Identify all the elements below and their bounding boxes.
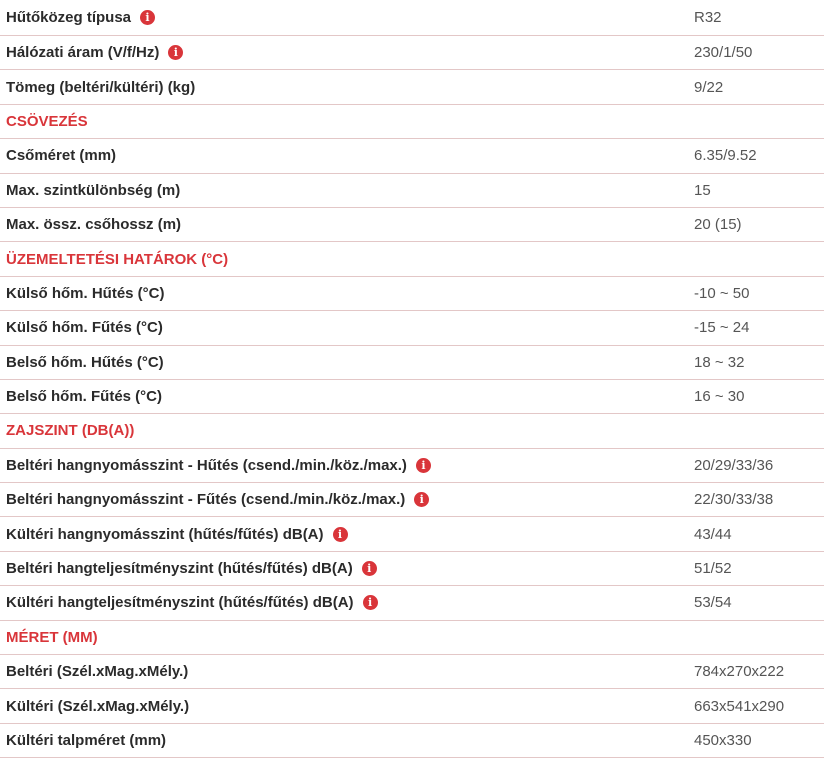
spec-row [0,586,824,620]
spec-value: 20 (15) [694,216,742,234]
spec-label [6,208,181,241]
spec-label [6,380,162,413]
spec-label [6,552,377,585]
spec-label-text: Beltéri hangteljesítményszint (hűtés/fűtés) dB(A) [6,560,353,578]
spec-label-text: Kültéri hangnyomásszint (hűtés/fűtés) dB(A) [6,525,324,543]
spec-row [0,70,824,104]
spec-value: 450x330 [694,732,752,749]
spec-value: 9/22 [694,78,724,96]
section-title-text: CSÖVEZÉS [6,112,88,130]
spec-label-text: Kültéri hangteljesítményszint (hűtés/fűtés) dB(A) [6,594,354,612]
spec-row [0,655,824,689]
spec-row [0,208,824,242]
spec-label-text: Kültéri (Szél.xMag.xMély.) [6,697,190,715]
spec-value: 22/30/33/38 [694,491,774,509]
section-header [0,621,824,655]
spec-value: 784x270x222 [694,663,785,681]
spec-row [0,724,824,758]
spec-row [0,552,824,586]
spec-label-text: Belső hőm. Hűtés (°C) [6,353,164,371]
spec-row [0,449,824,483]
spec-value: 663x541x290 [694,697,785,715]
spec-label-text: Beltéri (Szél.xMag.xMély.) [6,663,189,681]
spec-label [6,517,348,550]
spec-row [0,174,824,208]
spec-label-text: Hálózati áram (V/f/Hz) [6,44,160,62]
spec-row [0,380,824,414]
section-header [0,105,824,139]
spec-label-text: Csőméret (mm) [6,147,117,165]
info-icon[interactable]: i [333,527,348,542]
info-icon[interactable]: i [140,10,155,25]
info-icon[interactable]: i [363,595,378,610]
section-title [6,242,228,275]
spec-row [0,517,824,551]
spec-label-text: Max. össz. csőhossz (m) [6,216,182,234]
section-title [6,105,88,138]
spec-value: 20/29/33/36 [694,456,774,474]
spec-label-text: Külső hőm. Hűtés (°C) [6,284,165,302]
spec-label [6,36,183,69]
info-icon[interactable]: i [416,458,431,473]
spec-label [6,139,116,172]
spec-value: -15 ~ 24 [694,319,750,337]
spec-value: 18 ~ 32 [694,353,745,371]
spec-value: -10 ~ 50 [694,284,750,302]
section-header [0,242,824,276]
spec-label [6,174,180,207]
section-header [0,414,824,448]
spec-value: 230/1/50 [694,44,753,62]
spec-value: 16 ~ 30 [694,388,745,406]
spec-row [0,36,824,70]
spec-value: 6.35/9.52 [694,147,757,165]
spec-value: 15 [694,181,711,199]
spec-label [6,277,165,310]
spec-label [6,70,195,103]
info-icon[interactable]: i [414,492,429,507]
section-title [6,621,98,654]
spec-row [0,346,824,380]
spec-label [6,689,189,722]
spec-label-text: Beltéri hangnyomásszint - Hűtés (csend./min./köz./max.) [6,456,407,474]
spec-row [0,0,824,36]
spec-label [6,586,378,619]
spec-label [6,0,155,35]
spec-label [6,311,163,344]
info-icon[interactable]: i [168,45,183,60]
section-title-text: ÜZEMELTETÉSI HATÁROK (°C) [6,250,229,268]
spec-label-text: Kültéri talpméret (mm) [6,732,167,749]
info-icon[interactable]: i [362,561,377,576]
spec-label [6,346,164,379]
section-title [6,414,134,447]
spec-label-text: Max. szintkülönbség (m) [6,181,181,199]
spec-label [6,483,429,516]
spec-row [0,277,824,311]
spec-label [6,449,431,482]
spec-row [0,483,824,517]
spec-label [6,724,166,757]
spec-label-text: Belső hőm. Fűtés (°C) [6,388,163,406]
spec-label [6,655,188,688]
spec-row [0,311,824,345]
spec-value: 51/52 [694,560,732,578]
spec-label-text: Hűtőközeg típusa [6,9,132,26]
spec-label-text: Beltéri hangnyomásszint - Fűtés (csend./min./köz./max.) [6,491,406,509]
section-title-text: MÉRET (MM) [6,628,98,646]
spec-label-text: Tömeg (beltéri/kültéri) (kg) [6,78,196,96]
spec-value: R32 [694,9,722,26]
spec-label-text: Külső hőm. Fűtés (°C) [6,319,163,337]
section-title-text: ZAJSZINT (DB(A)) [6,422,135,440]
spec-value: 53/54 [694,594,732,612]
spec-row [0,689,824,723]
spec-row [0,139,824,173]
spec-value: 43/44 [694,525,732,543]
